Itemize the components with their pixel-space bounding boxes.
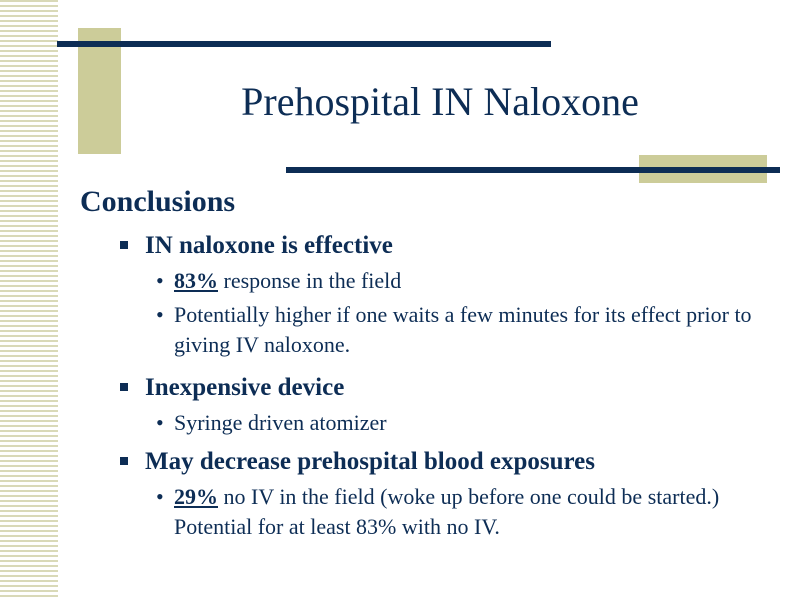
subpoint-text: no IV in the field (woke up before one could be started.) Potential for at least 83% with no IV. <box>174 484 720 539</box>
round-bullet-icon: • <box>156 302 164 327</box>
subpoint-response <box>80 266 770 296</box>
round-bullet-icon: • <box>156 484 164 509</box>
highlight-percent: 83% <box>174 268 218 293</box>
point-inexpensive <box>80 372 770 404</box>
square-bullet-icon <box>120 457 128 465</box>
point-text: May decrease prehospital blood exposures <box>145 448 596 475</box>
subpoint-potentially-higher <box>80 300 770 360</box>
subpoint-no-iv <box>80 482 770 542</box>
top-rule <box>57 41 551 47</box>
slide-title: Prehospital IN Naloxone <box>241 79 639 124</box>
slide-content <box>80 180 770 542</box>
point-blood-exposures <box>80 446 770 478</box>
point-effective <box>80 230 770 262</box>
subpoint-atomizer <box>80 408 770 438</box>
square-bullet-icon <box>120 383 128 391</box>
striped-side-border <box>0 0 58 600</box>
round-bullet-icon: • <box>156 268 164 293</box>
round-bullet-icon: • <box>156 410 164 435</box>
square-bullet-icon <box>120 241 128 249</box>
point-text: IN naloxone is effective <box>145 232 393 259</box>
highlight-percent: 29% <box>174 484 218 509</box>
subpoint-text: response in the field <box>218 268 402 293</box>
title-underline-rule <box>286 167 780 173</box>
subpoint-text: Syringe driven atomizer <box>174 410 387 435</box>
point-text: Inexpensive device <box>145 374 345 401</box>
conclusions-heading: Conclusions <box>80 185 236 218</box>
subpoint-text: Potentially higher if one waits a few minutes for its effect prior to giving IV naloxone. <box>174 302 752 357</box>
